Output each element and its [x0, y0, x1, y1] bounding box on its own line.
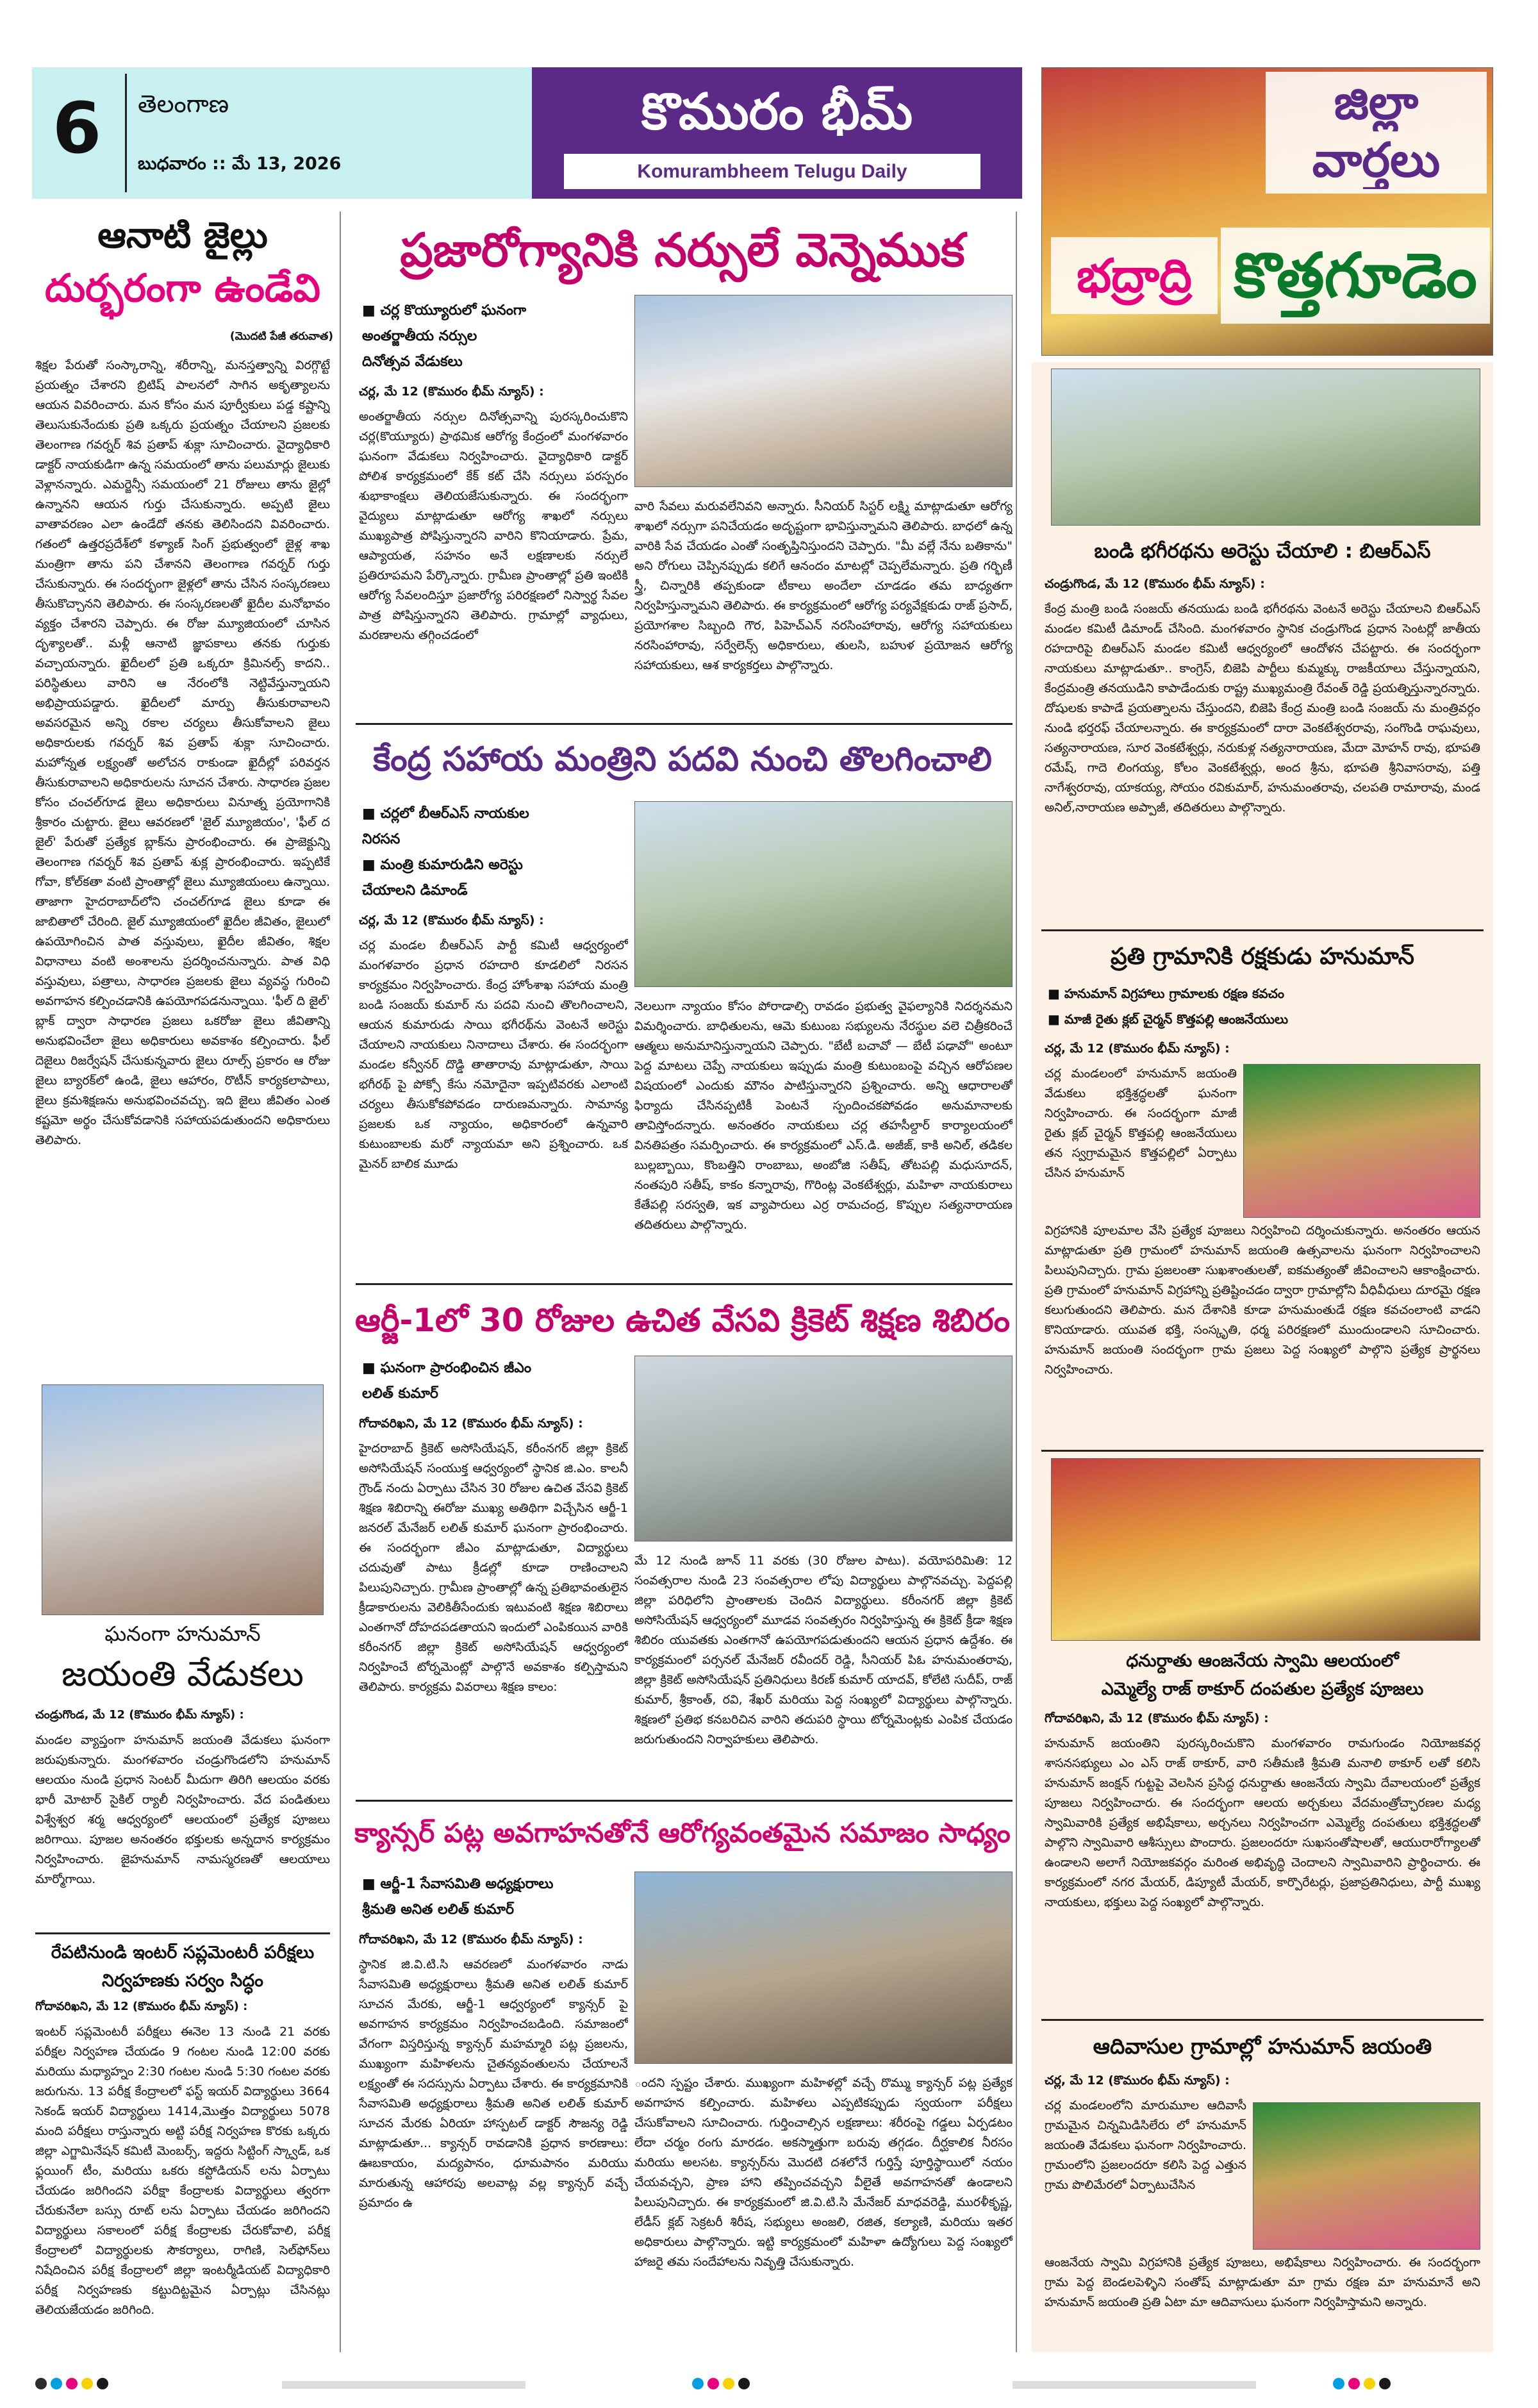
tribal-headline: ఆదివాసుల గ్రామాల్లో హనుమాన్ జయంతి	[1093, 2034, 1432, 2059]
reg-dot	[1379, 2378, 1391, 2389]
hanuman-dateline: చండ్రుగొండ, మే 12 (కొమురం భీమ్ న్యూస్) :	[35, 1708, 244, 1722]
brs-highway-photo	[1051, 369, 1480, 526]
minister-dateline: చర్ల, మే 12 (కొమురం భీమ్ న్యూస్) :	[359, 913, 544, 927]
minister-body-right: నెలలుగా న్యాయం కోసం పోరాడాల్సి రావడం ప్రభుత్వ వైఫల్యానికి నిదర్శనమని విమర్శించారు. బాధితులను, ఆమె కుటుంబ సభ్యులను నేరస్థుల వలె చిత్రీకరించే ఆత్మలు అనుమానిస్తున్నాయని చెప్పారు. "బేటీ బచావో — బేటీ పఢావో" అంటూ పెద్ద మాటలు చెప్పే నాయకులు ఇప్పుడు మంత్రి కుటుంబంపై వచ్చిన ఆరోపణల విషయంలో ఎందుకు మౌనం పాటిస్తున్నారని ప్రశ్నించారు. అన్ని ఆధారాలతో ఫిర్యాదు చేసినప్పటికీ పెంటనే స్పందించకపోవడం అనుమానాలకు తావిస్తోందన్నారు. అనంతరం నాయకులు చర్ల తహసీల్దార్ కార్యాలయంలో వినతిపత్రం సమర్పించారు. ఈ కార్యక్రమంలో ఎస్.డి. అజీజ్, కాకి అనిల్, తడికల బుల్లబ్బాయి, కొంబత్తిని రాంబాబు, అంబోజి సతీష్, తోటపల్లి మధుసూదన్, నంతపురి సతీష్, కాకం కన్నారావు, గొరింట్ల వెంకటేశ్వర్లు, మహిళా నాయకురాలు కేతేపల్లి సరస్వతి, ఇక వ్యాపారులు ఎర్ర రామచంద్ర, కొప్పుల సత్యనారాయణ తదితరులు పాల్గొన్నారు.	[634, 999, 1013, 1232]
nurses-headline: ప్రజారోగ్యానికి నర్సులే వెన్నెముక	[400, 223, 965, 277]
column-rule-left	[340, 212, 341, 2352]
footer-bar-left	[282, 2381, 525, 2389]
cancer-body-right: ందని స్పష్టం చేశారు. ముఖ్యంగా మహిళల్లో వచ్చే రొమ్ము క్యాన్సర్ పట్ల ప్రత్యేక అవగాహన కల్పించారు. మహిళలు ఎప్పటికప్పుడు స్వయంగా పరీక్షలు చేసుకోవాలని సూచించారు. గుర్తించాల్సిన లక్షణాలు: శరీరంపై గడ్డలు ఏర్పడటం లేదా చర్మం రంగు మారడం. అకస్మాత్తుగా బరువు తగ్గడం. దీర్ఘకాలిక నీరసం మరియు అలసట. క్యాన్సర్‌ను మొదటి దశలోనే గుర్తిస్తే పూర్తిస్థాయిలో నయం చేయవచ్చని, ప్రాణ హాని తప్పించవచ్చని వీలైతే అవగాహనతో ఉండాలని పిలుపునిచ్చారు. ఈ కార్యక్రమంలో జి.వి.టి.సి మేనేజర్ మాధవరెడ్డి, మురళీకృష్ణ, లేడీస్ క్లబ్ సెక్రటరీ శిరీష, సభ్యులు అంజలి, రజిత, కల్యాణి, మరియు ఇతర అధికారులు పాల్గొన్నారు. ఇట్టి కార్యక్రమంలో మహిళా ఉద్యోగులు పెద్ద సంఖ్యలో హాజరై తమ సందేహాలను నివృత్తి చేసుకున్నారు.	[634, 2076, 1013, 2269]
center-divider-3	[356, 1800, 1013, 1802]
nurses-dateline: చర్ల, మే 12 (కొమురం భీమ్ న్యూస్) :	[359, 385, 544, 399]
bandi-dateline: చండ్రుగొండ, మే 12 (కొమురం భీమ్ న్యూస్) :	[1045, 577, 1265, 591]
reg-dot	[81, 2378, 93, 2389]
reg-dot	[723, 2378, 734, 2389]
tribal-body: ఆంజనేయ స్వామి విగ్రహానికి ప్రత్యేక పూజలు, అభిషేకాలు నిర్వహించారు. ఈ సందర్భంగా గ్రామ పెద్ద బెండలపెళ్ళిని సంతోష్ మాట్లాడుతూ మా గ్రామ రక్షణ మా హనుమానే అని హనుమాన్ జయంతి ప్రతి ఏటా మా ఆదివాసులు ఘనంగా నిర్వహిస్తామని అన్నారు.	[1045, 2255, 1480, 2309]
hanuman-body: మండల వ్యాప్తంగా హనుమాన్ జయంతి వేడుకలు ఘనంగా జరుపుకున్నారు. మంగళవారం చండ్రుగొండలోని హనుమాన్ ఆలయం నుండి ప్రధాన సెంటర్ మీదుగా తిరిగి ఆలయం వరకు భారీ మోటార్ సైకిల్ ర్యాలీ నిర్వహించారు. వేద పండితులు విశ్వేశ్వర శర్మ ఆధ్వర్యంలో ఆలయంలో ప్రత్యేక పూజలు జరిగాయి. పూజల అనంతరం భక్తులకు అన్నదాన కార్యక్రమం నిర్వహించారు. జైహనుమాన్ నామస్మరణతో ఆలయాలు మార్మోగాయి.	[35, 1733, 330, 1886]
column-rule-right	[1016, 212, 1017, 2352]
center-divider-2	[356, 1283, 1013, 1285]
hanuman-caption-1: ఘనంగా హనుమాన్	[104, 1622, 261, 1646]
exam-body: ఇంటర్ సప్లమెంటరీ పరీక్షలు ఈనెల 13 నుండి 21 వరకు పరీక్షల నిర్వహణ చేయడం 9 గంటల నుండి 12:00 వరకు మరియు మధ్యాహ్నం 2:30 గంటల నుండి 5:30 గంటల వరకు జరుగును. 13 పరీక్ష కేంద్రాలలో ఫస్ట్ ఇయర్ విద్యార్థులు 3664 సెకండ్ ఇయర్ విద్యార్థులు 1414,మొత్తం విద్యార్థులు 5078 మంది పరీక్షలు రాస్తున్నారు అట్టి పరీక్ష నిర్వహణ కొరకు ఒక్కరు జిల్లా ఎగ్జామినేషన్ కమిటీ మెంబర్స్, ఇద్దరు సిట్టింగ్ స్క్వాడ్, ఒక ఫ్లయింగ్ టీం, మరియు ఒకరు కస్టోడియన్ లను ఏర్పాటు చేయడం జరిగిందని పరీక్షా కేంద్రాలకు విద్యార్థులు త్వరగా చేరుకునేలా బస్సు రూట్ లను ఏర్పాటు చేయడం జరిగిందని విద్యార్థులు సకాలంలో పరీక్ష కేంద్రాలకు చేరుకోవాలి, పరీక్ష కేంద్రాలలో విద్యార్థులకు సౌకర్యాలు, రాగిణి, సెల్‌ఫోన్‌లు నిషేదించిన పరీక్ష కేంద్రాలలో జిల్లా ఇంటర్మీడియట్ విద్యాధికారి పరీక్ష నిర్వహణకు కట్టుదిట్టమైన ఏర్పాట్లు చేసినట్లు తెలియజేయడం జరిగింది.	[35, 2025, 330, 2317]
exam-headline: రేపటినుండి ఇంటర్ సప్లమెంటరీ పరీక్షలు నిర్వహణకు సర్వం సిద్ధం	[51, 1943, 315, 1991]
reg-dot	[707, 2378, 719, 2389]
reg-dot	[1333, 2378, 1344, 2389]
right-divider-2	[1041, 1450, 1484, 1452]
header-divider	[125, 74, 127, 192]
left-headline-2: దుర్భరంగా ఉండేవి	[45, 266, 320, 311]
cancer-bullets: ■ ఆర్జీ-1 సేవాసమితి అధ్యక్షురాలు శ్రీమతి అనిత లలిత్ కుమార్	[362, 1876, 554, 1918]
page-number: 6	[52, 87, 102, 169]
cricket-body-right: మే 12 నుండి జూన్ 11 వరకు (30 రోజుల పాటు). వయోపరిమితి: 12 సంవత్సరాల నుండి 23 సంవత్సరాల లోపు విద్యార్థులు పాల్గొనవచ్చు. పెద్దపల్లి జిల్లా పరిధిలోని ప్రాంతాలకు చెందిన విద్యార్థులు. కరీంనగర్ జిల్లా క్రికెట్ అసోసియేషన్ ఆధ్వర్యంలో మూడవ సంవత్సరం నిర్వహిస్తున్న ఈ క్రికెట్ క్రీడా శిక్షణ శిబిరం యువతకు ఎంతగానో ఉపయోగపడుతుందని ఆయన ప్రధాన ఉద్దేశం. ఈ కార్యక్రమంలో పర్సనల్ మేనేజర్ రవీందర్ రెడ్డి, సీనియర్ పిఓ హనుమంతరావు, జిల్లా క్రికెట్ అసోసియేషన్ ప్రతినిధులు కిరణ్ కుమార్ యాదవ్, కోలేటి సుదీప్, రాజ్ కుమార్, శ్రీకాంత్, రవి, శేఖర్ మరియు పెద్ద సంఖ్యలో విద్యార్థులు పాల్గొన్నారు. శిక్షణలో ప్రతిభ కనబరిచిన వారిని తదుపరి స్థాయి టోర్నమెంట్లకు ఎంపిక చేయడం జరుగుతుందని నిర్వాహకులు తెలిపారు.	[634, 1554, 1013, 1747]
temple-body: హనుమాన్ జయంతిని పురస్కరించుకొని మంగళవారం రామగుండం నియోజకవర్గ శాసనసభ్యులు ఎం ఎస్ రాజ్ ఠాకూర్, వారి సతీమణి శ్రీమతి మనాలి ఠాకూర్ లతో కలిసి హనుమాన్ జంక్షన్ గుట్టపై వెలసిన ప్రసిద్ధ ధనుర్దాతు ఆంజనేయ స్వామి దేవాలయంలో ప్రత్యేక పూజలు నిర్వహించారు. ఈ సందర్భంగా ఆలయ అర్చకులు వేదమంత్రోచ్ఛారణల మధ్య స్వామివారికి ప్రత్యేక అభిషేకాలు, అర్చనలు నిర్వహించగా ఎమ్మెల్యే దంపతులు భక్తిశ్రద్ధలతో పాల్గొని స్వామివారి ఆశీస్సులు పొందారు. ప్రజలందరూ సుఖసంతోషాలతో, ఆయురారోగ్యాలతో ఉండాలని అలాగే నియోజకవర్గం మరింత అభివృద్ధి చెందాలని స్వామివారిని ప్రార్థించారు. ఈ కార్యక్రమంలో నగర మేయర్, డిప్యూటీ మేయర్, కార్పొరేటర్లు, ప్రజాప్రతినిధులు, పార్టీ ముఖ్య నాయకులు, భక్తులు పెద్ద సంఖ్యలో పాల్గొన్నారు.	[1045, 1736, 1480, 1909]
left-headline-1: ఆనాటి జైల్లు	[97, 215, 268, 256]
masthead-subtitle: Komurambheem Telugu Daily	[637, 161, 907, 182]
temple-dateline: గోదావరిఖని, మే 12 (కొమురం భీమ్ న్యూస్) :	[1045, 1711, 1269, 1725]
tribal-body-narrow: చర్ల మండలంలోని మారుమూల ఆదివాసీ గ్రామమైన చిన్నమిడిసిలేరు లో హనుమాన్ జయంతి వేడుకలు ఘనంగా నిర్వహించారు. గ్రామంలోని ప్రజలందరూ కలిసి పెద్ద ఎత్తున గ్రామ పొలిమేరలో ఏర్పాటుచేసిన	[1045, 2098, 1246, 2192]
reg-dot	[35, 2378, 47, 2389]
protector-dateline: చర్ల, మే 12 (కొమురం భీమ్ న్యూస్) :	[1045, 1042, 1230, 1056]
nurses-bullets: ■ చర్ల కొయ్యూరులో ఘనంగా అంతర్జాతీయ నర్సుల దినోత్సవ వేడుకలు	[362, 303, 527, 370]
cricket-camp-photo	[634, 1356, 1013, 1541]
district-title-line2: వార్తలు	[1312, 133, 1441, 188]
protector-headline: ప్రతి గ్రామానికి రక్షకుడు హనుమాన్	[1111, 943, 1414, 970]
minister-headline: కేంద్ర సహాయ మంత్రిని పదవి నుంచి తొలగించాలి	[373, 740, 992, 779]
district-name-a: భద్రాద్రి	[1051, 237, 1218, 314]
bandi-headline: బండి భగీరథను అరెస్టు చేయాలి : బిఆర్ఎస్	[1094, 540, 1431, 563]
reg-dot	[51, 2378, 62, 2389]
nurses-body-right: వారి సేవలు మరువలేనివని అన్నారు. సీనియర్ సిస్టర్ లక్ష్మి మాట్లాడుతూ ఆరోగ్య శాఖలో నర్సుగా పనిచేయడం అదృష్టంగా భావిస్తున్నామని తెలిపారు. బాధలో ఉన్న వారికి సేవ చేయడం ఎంతో సంతృప్తినిస్తుందని చెప్పారు. "మీ వల్లే నేను బతికాను" అని రోగులు చెప్పినప్పుడు కలిగే ఆనందం మాటల్లో చెప్పలేమన్నారు. ప్రతి గర్భిణీ స్త్రీ, చిన్నారికి తప్పకుండా టీకాలు అందేలా చూడడం తమ బాధ్యతగా నిర్వహిస్తున్నామని తెలిపారు. ఈ కార్యక్రమంలో ఆరోగ్య పర్యవేక్షకుడు రాజ్ ప్రసాద్, ప్రయోగశాల సిబ్బంది గౌర, పిహెచ్ఎన్ నరసింహారావు, ఆరోగ్య సహాయకులు నరసింహారావు, సర్వేలెన్స్ అధికారులు, తులసి, బహుళ ప్రయోజన ఆరోగ్య సహాయకులు, ఆశ కార్యకర్తలు పాల్గొన్నారు.	[634, 499, 1013, 672]
district-title-line1: జిల్లా	[1334, 75, 1419, 130]
reg-dot	[97, 2378, 108, 2389]
tribal-village-photo	[1253, 2102, 1480, 2250]
footer-bar-right	[1013, 2381, 1256, 2389]
hanuman-statue-photo	[1243, 1064, 1480, 1218]
exam-dateline: గోదావరిఖని, మే 12 (కొమురం భీమ్ న్యూస్) :	[35, 2000, 248, 2013]
cancer-dateline: గోదావరిఖని, మే 12 (కొమురం భీమ్ న్యూస్) :	[359, 1932, 583, 1947]
cricket-headline: ఆర్జీ-1లో 30 రోజుల ఉచిత వేసవి క్రికెట్ శిక్షణ శిబిరం	[354, 1302, 1011, 1339]
minister-body-left: చర్ల మండల బీఆర్ఎస్ పార్టీ కమిటీ ఆధ్వర్యంలో మంగళవారం ప్రధాన రహదారి కూడలిలో నిరసన కార్యక్రమం నిర్వహించారు. కేంద్ర హోంశాఖ సహాయ మంత్రి బండి సంజయ్ కుమార్ ను పదవి నుంచి తొలగించాలని, ఆయన కుమారుడు సాయి భగీరథ్‌ను వెంటనే అరెస్టు చేయాలని నాయకులు నినాదాలు చేశారు. ఈ సందర్భంగా మండల కన్వీనర్ దొడ్డి తాతారావు మాట్లాడుతూ, సాయి భగీరథ్ పై పోక్సో కేసు నమోదైనా ఇప్పటివరకు ఎలాంటి చర్యలు తీసుకోకపోవడం దారుణమన్నారు. సామాన్య ప్రజలకు ఒక న్యాయం, అధికారంలో ఉన్నవారి కుటుంబాలకు మరో న్యాయమా అని ప్రశ్నించారు. ఒక మైనర్ బాలిక మూడు	[359, 938, 628, 1171]
cricket-dateline: గోదావరిఖని, మే 12 (కొమురం భీమ్ న్యూస్) :	[359, 1416, 583, 1431]
bandi-body: కేంద్ర మంత్రి బండి సంజయ్ తనయుడు బండి భగీరథను వెంటనే అరెస్టు చేయాలని బిఆర్ఎస్ మండల కమిటీ డిమాండ్ చేసింది. మంగళవారం స్థానిక చండ్రుగొండ ప్రధాన సెంటర్లో జాతీయ రహదారిపై బిఆర్ఎస్ మండల కమిటీ ఆధ్వర్యంలో ఆందోళన చేపట్టారు. ఈ సందర్భంగా నాయకులు మాట్లాడుతూ.. కాంగ్రెస్, బిజెపి పార్టీలు కుమ్మక్కు రాజకీయాలు చేస్తున్నాయని, కేంద్రమంత్రి తనయుడిని కాపాడేందుకు రాష్ట్ర ముఖ్యమంత్రి రేవంత్ రెడ్డి ప్రయత్నిస్తున్నారన్నారు. దోషులకు కాపాడే ప్రయత్నాలను చేస్తుందని, బిజెపి కేంద్ర మంత్రి బండి సంజయ్ ను మంత్రివర్గం నుండి భర్తరఫ్ చేయాలన్నారు. ఈ కార్యక్రమంలో దారా వెంకటేశ్వరరావు, సంగొండి రాఘవులు, సత్యనారాయణ, సూర వెంకటేశ్వర్లు, నరుకుళ్ల నత్యనారాయణ, మేదా మోహన్ రావు, భూపతి రమేష్, గాదె లింగయ్య, కోలం వెంకటేశ్వర్లు, అంద శ్రీను, భూపతి శ్రీనివాసరావు, పత్తి నాగేశ్వరరావు, యాకయ్య, సోయం రవికుమార్, హనుమంతరావు, చలపతి రామారావు, మండ అనిల్,నారాయణ అప్పాజీ, తదితరులు పాల్గొన్నారు.	[1045, 602, 1480, 815]
nurses-group-photo	[634, 295, 1013, 487]
continued-note: (మొదటి పేజీ తరువాత)	[229, 330, 333, 343]
hanuman-caption-2: జయంతి వేడుకలు	[62, 1654, 304, 1694]
registration-marks-left	[35, 2378, 215, 2393]
reg-dot	[66, 2378, 78, 2389]
left-divider	[35, 1932, 330, 1934]
registration-marks-center	[692, 2378, 872, 2393]
hanuman-rally-photo	[42, 1384, 324, 1615]
reg-dot	[692, 2378, 704, 2389]
tribal-dateline: చర్ల, మే 12 (కొమురం భీమ్ న్యూస్) :	[1045, 2073, 1230, 2088]
registration-marks-right	[1333, 2378, 1512, 2393]
protector-bullets: ■ హనుమాన్ విగ్రహాలు గ్రామాలకు రక్షణ కవచం ■ మాజీ రైతు క్లబ్ చైర్మన్ కొత్తపల్లి ఆంజనేయులు	[1048, 986, 1289, 1027]
cancer-awareness-photo	[634, 1872, 1013, 2064]
left-story-body: శిక్షల పేరుతో సంస్కారాన్ని, శరీరాన్ని, మనస్తత్వాన్ని విరగ్గొట్టే ప్రయత్నం చేశారని బ్రిటిష్ పాలనలో సాగిన అకృత్యాలను ఆయన వివరించారు. మన కోసం మన పూర్వీకులు పడ్డ కష్టాన్ని తెలుసుకునేందుకు ప్రతి ఒక్కరు ప్రయత్నం చేయాలని ప్రజలకు తెలంగాణ గవర్నర్ శివ ప్రతాప్ శుక్లా సూచించారు. వైద్యాధికారి డాక్టర్ నాయకుడిగా ఉన్న సమయంలో తాను పలుమార్లు జైలుకు వెళ్లానన్నారు. ఎమర్జెన్సీ సమయంలో 21 రోజులు తాను జైల్లో ఉన్నానని ఆయన గుర్తు చేసుకున్నారు. అప్పటి జైలు వాతావరణం ఎలా ఉండేదో తనకు తెలిసిందని వివరించారు. గతంలో ఉత్తరప్రదేశ్‌లో కళ్యాణ్ సింగ్ ప్రభుత్వంలో జైళ్ల శాఖ మంత్రిగా తాను పని చేశానని తెలంగాణ గవర్నర్ గుర్తు చేసుకున్నారు. ఈ సందర్భంగా జైళ్లలో తాను చేసిన సంస్కరణలు తీసుకొచ్చానని తెలిపారు. ఈ సంస్కరణలతో ఖైదీల మనోభావం వ్యక్తం చేశారని చెప్పారు. ఈ రోజు మ్యూజియంలో చూసిన దృశ్యాలతో.. మళ్లీ ఆనాటి జ్ఞాపకాలు తనకు గుర్తుకు వచ్చాయన్నారు. ఖైదీలలో ప్రతి ఒక్కరూ క్రిమినల్స్ కాదని.. పరిస్థితులు వారిని ఆ నేరంలోకి నెట్టివేస్తున్నాయని అభిప్రాయపడ్డారు. ఖైదీలలో మార్పు తీసుకురావాలని అవసరమైన అన్ని రకాల చర్యలు తీసుకోవాలని జైలు అధికారులకు గవర్నర్ శివ ప్రతాప్ శుక్లా సూచించారు. మహోన్నత లక్ష్యంతో అలోచన రాకుండా ఖైదీల్లో పరివర్తన తీసుకురావాలని అధికారులను సూచన చేశారు. సాధారణ ప్రజల కోసం చంచల్‌గూడ జైలు అధికారులు వినూత్న ప్రయోగానికి శ్రీకారం చుట్టారు. జైలు ఆవరణలో 'జైల్ మ్యూజియం', 'ఫీల్ ద జైల్' పేరుతో ప్రత్యేక బ్లాక్‌ను ప్రారంభించారు. ఈ ప్రాజెక్టున్ని తెలంగాణ గవర్నర్ శివ ప్రతాప్ శుక్ల ప్రారంభించారు. ఇప్పటికే గోవా, కోల్‌కతా వంటి ప్రాంతాల్లో జైలు మ్యూజియంలు ఉన్నాయి. తాజాగా హైదరాబాద్‌లోని చంచల్‌గూడ జైలు కూడా ఈ జాబితాలో చేరింది. జైల్ మ్యూజియంలో ఖైదీల జీవితం, జైలులో ఉపయోగించిన పాత వస్తువులు, ఖైదీల జీవితం, శిక్షల విధానాలు వంటి అంశాలను ప్రదర్శించనున్నారు. పాత విధి వస్తువులు, పత్రాలు, సాధారణ ప్రజలకు జైలు వ్యవస్థ గురించి అవగాహన కల్పించడానికి ఉపయోగపడనున్నాయి. 'ఫీల్ ది జైల్' బ్లాక్ ద్వారా సాధారణ ప్రజలు ఒకరోజు జైలు జీవితాన్ని అనుభవించేలా జైలు అధికారులు అవకాశం కల్పించారు. ఫీల్ దెజైలు రిజర్వేషన్ చేసుకున్నవారు జైలు రూల్స్ ప్రకారం ఆ రోజు జైలు బ్యారక్‌లో ఉండి, జైలు ఆహారం, రొటీన్ కార్యకలాపాలు, జైలు క్రమశిక్షణను అనుభవించవచ్చు. ఇది జైలు జీవితం ఎంత కష్టమో అర్థం చేసుకోవడానికి సహాయపడుతుందని అధికారులు తెలిపారు.	[35, 358, 330, 1147]
date-label: బుధవారం :: మే 13, 2026	[138, 154, 342, 174]
temple-puja-photo	[1051, 1458, 1480, 1641]
center-divider-1	[356, 723, 1013, 725]
right-divider-1	[1041, 929, 1484, 931]
edition-label: తెలంగాణ	[138, 90, 229, 118]
protector-body: విగ్రహానికి పూలమాల వేసి ప్రత్యేక పూజలు నిర్వహించి దర్శించుకున్నారు. అనంతరం ఆయన మాట్లాడుతూ ప్రతి గ్రామంలో హనుమాన్ జయంతి ఉత్సవాలను ఘనంగా నిర్వహించాలని పిలుపునిచ్చారు. గ్రామ ప్రజలంతా సుఖశాంతులతో, ఐకమత్యంతో జీవించాలని ఆకాంక్షించారు. ప్రతి గ్రామంలో హనుమాన్ విగ్రహాన్ని ప్రతిష్టించడం ద్వారా గ్రామాల్లోని వీధివీధులు దూరమై రక్షణ కలుగుతుందని తెలిపారు. మన దేశానికి కూడా హనుమంతుడే రక్షణ కవచంలాంటి వాడని కొనియాడారు. యువత భక్తి, సంస్కృతి, ధర్మ పరిరక్షణలో ముందుండాలని సూచించారు. హనుమాన్ జయంతి సందర్భంగా గ్రామ ప్రజలు పెద్ద సంఖ్యలో పాల్గొని ప్రత్యేక ప్రార్థనలు నిర్వహించారు.	[1045, 1224, 1480, 1377]
nurses-body-left: అంతర్జాతీయ నర్సుల దినోత్సవాన్ని పురస్కరించుకొని చర్ల(కొయ్యూరు) ప్రాథమిక ఆరోగ్య కేంద్రంలో మంగళవారం ఘనంగా వేడుకలు నిర్వహించారు. వైద్యాధికారి డాక్టర్ పోలిశ కార్యక్రమంలో కేక్ కట్ చేసి నర్సులు పరస్పరం శుభాకాంక్షలు తెలియజేసుకున్నారు. ఈ సందర్భంగా వైద్యులు మాట్లాడుతూ ఆరోగ్య శాఖలో నర్సులు ముఖ్యపాత్ర పోషిస్తున్నారని వారిని కొనియాడారు. ప్రేమ, ఆప్యాయత, సహనం అనే లక్షణాలకు నర్సులే ప్రతిరూపమని పేర్కొన్నారు. గ్రామీణ ప్రాంతాల్లో ప్రతి ఇంటికి ఆరోగ్య సేవలందిస్తూ ప్రజారోగ్య పరిరక్షణలో నిస్వార్థ సేవల పాత్ర పోషిస్తున్నారని తెలిపారు. గ్రామాల్లో వ్యాధులు, మరణాలను తగ్గించడంలో	[359, 410, 628, 642]
right-divider-3	[1041, 2019, 1484, 2021]
temple-headline: ధనుర్దాతు ఆంజనేయ స్వామి ఆలయంలో ఎమ్మెల్యే రాజ్ ఠాకూర్ దంపతుల ప్రత్యేక పూజలు	[1101, 1651, 1424, 1699]
cricket-bullets: ■ ఘనంగా ప్రారంభించిన జీఎం లలిత్ కుమార్	[362, 1360, 532, 1402]
brs-protest-photo	[634, 801, 1013, 987]
cancer-headline: క్యాన్సర్ పట్ల అవగాహనతోనే ఆరోగ్యవంతమైన సమాజం సాధ్యం	[354, 1817, 1011, 1848]
district-name-b: కొత్తగూడెం	[1221, 228, 1490, 324]
protector-body-narrow: చర్ల మండలంలో హనుమాన్ జయంతి వేడుకలు భక్తిశ్రద్ధలతో ఘనంగా నిర్వహించారు. ఈ సందర్భంగా మాజీ రైతు క్లబ్ చైర్మన్ కొత్తపల్లి ఆంజనేయులు తన స్వగ్రామమైన కొత్తపల్లిలో ఏర్పాటు చేసిన హనుమాన్	[1045, 1067, 1237, 1180]
minister-bullets: ■ చర్లలో బీఆర్ఎస్ నాయకుల నిరసన ■ మంత్రి కుమారుడిని అరెస్టు చేయాలని డిమాండ్	[362, 806, 529, 899]
reg-dot	[1364, 2378, 1375, 2389]
cricket-body-left: హైదరాబాద్ క్రికెట్ అసోసియేషన్, కరీంనగర్ జిల్లా క్రికెట్ అసోసియేషన్ సంయుక్త ఆధ్వర్యంలో స్థానిక జి.ఎం. కాలనీ గ్రౌండ్ నందు ఏర్పాటు చేసిన 30 రోజుల ఉచిత వేసవి క్రికెట్ శిక్షణ శిబిరాన్ని ఈరోజు ముఖ్య అతిథిగా విచ్చేసిన ఆర్జీ-1 జనరల్ మేనేజర్ లలిత్ కుమార్ ఘనంగా ప్రారంభించారు. ఈ సందర్భంగా జీఎం మాట్లాడుతూ, విద్యార్థులు చదువుతో పాటు క్రీడల్లో కూడా రాణించాలని పిలుపునిచ్చారు. గ్రామీణ ప్రాంతాల్లో ఉన్న ప్రతిభావంతులైన క్రీడాకారులను వెలికితీసేందుకు ఇటువంటి శిక్షణ శిబిరాలు ఎంతగానో దోహదపడతాయని ఇందులో ఎంపికయిన వారికి కరీంనగర్ జిల్లా క్రికెట్ అసోసియేషన్ ఆధ్వర్యంలో నిర్వహించే టోర్నమెంట్లో పాల్గొనే అవకాశం కల్పిస్తామని తెలిపారు. కార్యక్రమ వివరాలు శిక్షణ కాలం:	[359, 1441, 628, 1694]
cancer-body-left: స్థానిక జి.వి.టి.సి ఆవరణలో మంగళవారం నాడు సేవాసమితి అధ్యక్షురాలు శ్రీమతి అనిత లలిత్ కుమార్ సూచన మేరకు, ఆర్జీ-1 ఆధ్వర్యంలో క్యాన్సర్ పై అవగాహన కార్యక్రమం నిర్వహించబడింది. సమాజంలో వేగంగా విస్తరిస్తున్న క్యాన్సర్ మహమ్మారి పట్ల ప్రజలను, ముఖ్యంగా మహిళలను చైతన్యవంతులను చేయాలనే లక్ష్యంతో ఈ సదస్సును ఏర్పాటు చేశారు. ఈ కార్యక్రమానికి సేవాసమితి అధ్యక్షురాలు శ్రీమతి అనిత లలిత్ కుమార్ సూచన మేరకు ఏరియా హాస్పటల్ డాక్టర్ సౌజన్య రెడ్డి మాట్లాడుతూ... క్యాన్సర్ రావడానికి ప్రధాన కారణాలు: ఊబకాయం, మద్యపానం, ధూమపానం మరియు మారుతున్న ఆహారపు అలవాట్ల వల్ల క్యాన్సర్ వచ్చే ప్రమాదం ఉ	[359, 1957, 628, 2210]
reg-dot	[1348, 2378, 1360, 2389]
reg-dot	[738, 2378, 750, 2389]
masthead-title: కొమురం భీమ్	[641, 83, 913, 141]
